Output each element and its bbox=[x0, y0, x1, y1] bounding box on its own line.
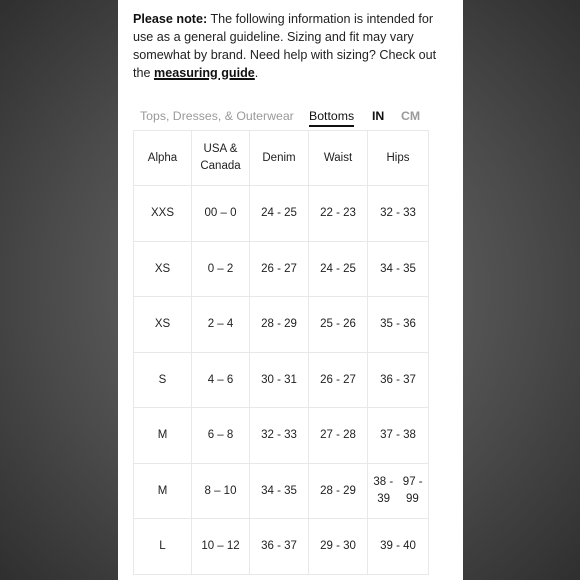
table-row bbox=[134, 352, 429, 408]
cell-denim: 24 - 25 bbox=[250, 186, 309, 242]
table-row bbox=[134, 408, 429, 464]
table-row bbox=[134, 186, 429, 242]
cell-hips: 32 - 33 bbox=[368, 186, 429, 242]
cell-denim: 30 - 31 bbox=[250, 352, 309, 408]
cell-alpha: XS bbox=[134, 297, 192, 353]
cell-usa: 10 – 12 bbox=[192, 519, 250, 575]
cell-usa: 8 – 10 bbox=[192, 463, 250, 519]
header-waist: Waist bbox=[309, 131, 368, 186]
cell-waist: 24 - 25 bbox=[309, 241, 368, 297]
cell-hips: 36 - 37 bbox=[368, 352, 429, 408]
header-usa-canada bbox=[192, 131, 250, 186]
cell-hips: 39 - 40 bbox=[368, 519, 429, 575]
cell-hips-wrapped bbox=[373, 474, 422, 508]
unit-toggle-in[interactable]: IN bbox=[372, 109, 385, 123]
cell-alpha: XS bbox=[134, 241, 192, 297]
cell-waist: 27 - 28 bbox=[309, 408, 368, 464]
table-row bbox=[134, 297, 429, 353]
cell-denim: 26 - 27 bbox=[250, 241, 309, 297]
tab-tops-dresses-outerwear[interactable]: Tops, Dresses, & Outerwear bbox=[140, 109, 294, 123]
table-row bbox=[134, 463, 429, 519]
cell-waist: 29 - 30 bbox=[309, 519, 368, 575]
cell-waist: 22 - 23 bbox=[309, 186, 368, 242]
header-denim: Denim bbox=[250, 131, 309, 186]
cell-usa: 00 – 0 bbox=[192, 186, 250, 242]
cell-hips: 35 - 36 bbox=[368, 297, 429, 353]
cell-waist: 25 - 26 bbox=[309, 297, 368, 353]
cell-denim: 36 - 37 bbox=[250, 519, 309, 575]
tab-bottoms[interactable]: Bottoms bbox=[309, 109, 355, 123]
cell-alpha: L bbox=[134, 519, 192, 575]
header-usa-line2: Canada bbox=[200, 160, 241, 172]
cell-waist: 28 - 29 bbox=[309, 463, 368, 519]
cell-alpha: XXS bbox=[134, 186, 192, 242]
cell-alpha: M bbox=[134, 463, 192, 519]
header-usa-line1: USA & bbox=[203, 143, 238, 155]
note-body: The following information is intended for use as a general guideline. Sizing and fit may vary somewhat by brand. Need help with sizing? Check out the bbox=[133, 12, 437, 80]
table-row bbox=[134, 241, 429, 297]
cell-usa: 6 – 8 bbox=[192, 408, 250, 464]
cell-hips: 37 - 38 bbox=[368, 408, 429, 464]
unit-toggle-cm[interactable]: CM bbox=[401, 109, 421, 123]
sizing-note bbox=[133, 10, 443, 82]
size-chart-table bbox=[133, 130, 429, 575]
cell-usa: 2 – 4 bbox=[192, 297, 250, 353]
cell-alpha: M bbox=[134, 408, 192, 464]
cell-hips bbox=[368, 463, 429, 519]
cell-waist: 26 - 27 bbox=[309, 352, 368, 408]
note-prefix: Please note: bbox=[133, 12, 208, 26]
cell-denim: 34 - 35 bbox=[250, 463, 309, 519]
header-hips: Hips bbox=[368, 131, 429, 186]
size-tabs bbox=[118, 106, 463, 128]
cell-denim: 32 - 33 bbox=[250, 408, 309, 464]
table-header-row bbox=[134, 131, 429, 186]
cell-alpha: S bbox=[134, 352, 192, 408]
cell-usa: 0 – 2 bbox=[192, 241, 250, 297]
cell-hips-line2: 39 99 bbox=[377, 492, 419, 505]
note-suffix: . bbox=[254, 66, 259, 80]
header-alpha: Alpha bbox=[134, 131, 192, 186]
cell-usa: 4 – 6 bbox=[192, 352, 250, 408]
measuring-guide-link[interactable]: measuring guide bbox=[154, 66, 255, 80]
cell-denim: 28 - 29 bbox=[250, 297, 309, 353]
cell-hips-line1: 38 - 97 - bbox=[373, 475, 423, 488]
size-guide-panel bbox=[118, 0, 463, 580]
table-row bbox=[134, 519, 429, 575]
cell-hips: 34 - 35 bbox=[368, 241, 429, 297]
